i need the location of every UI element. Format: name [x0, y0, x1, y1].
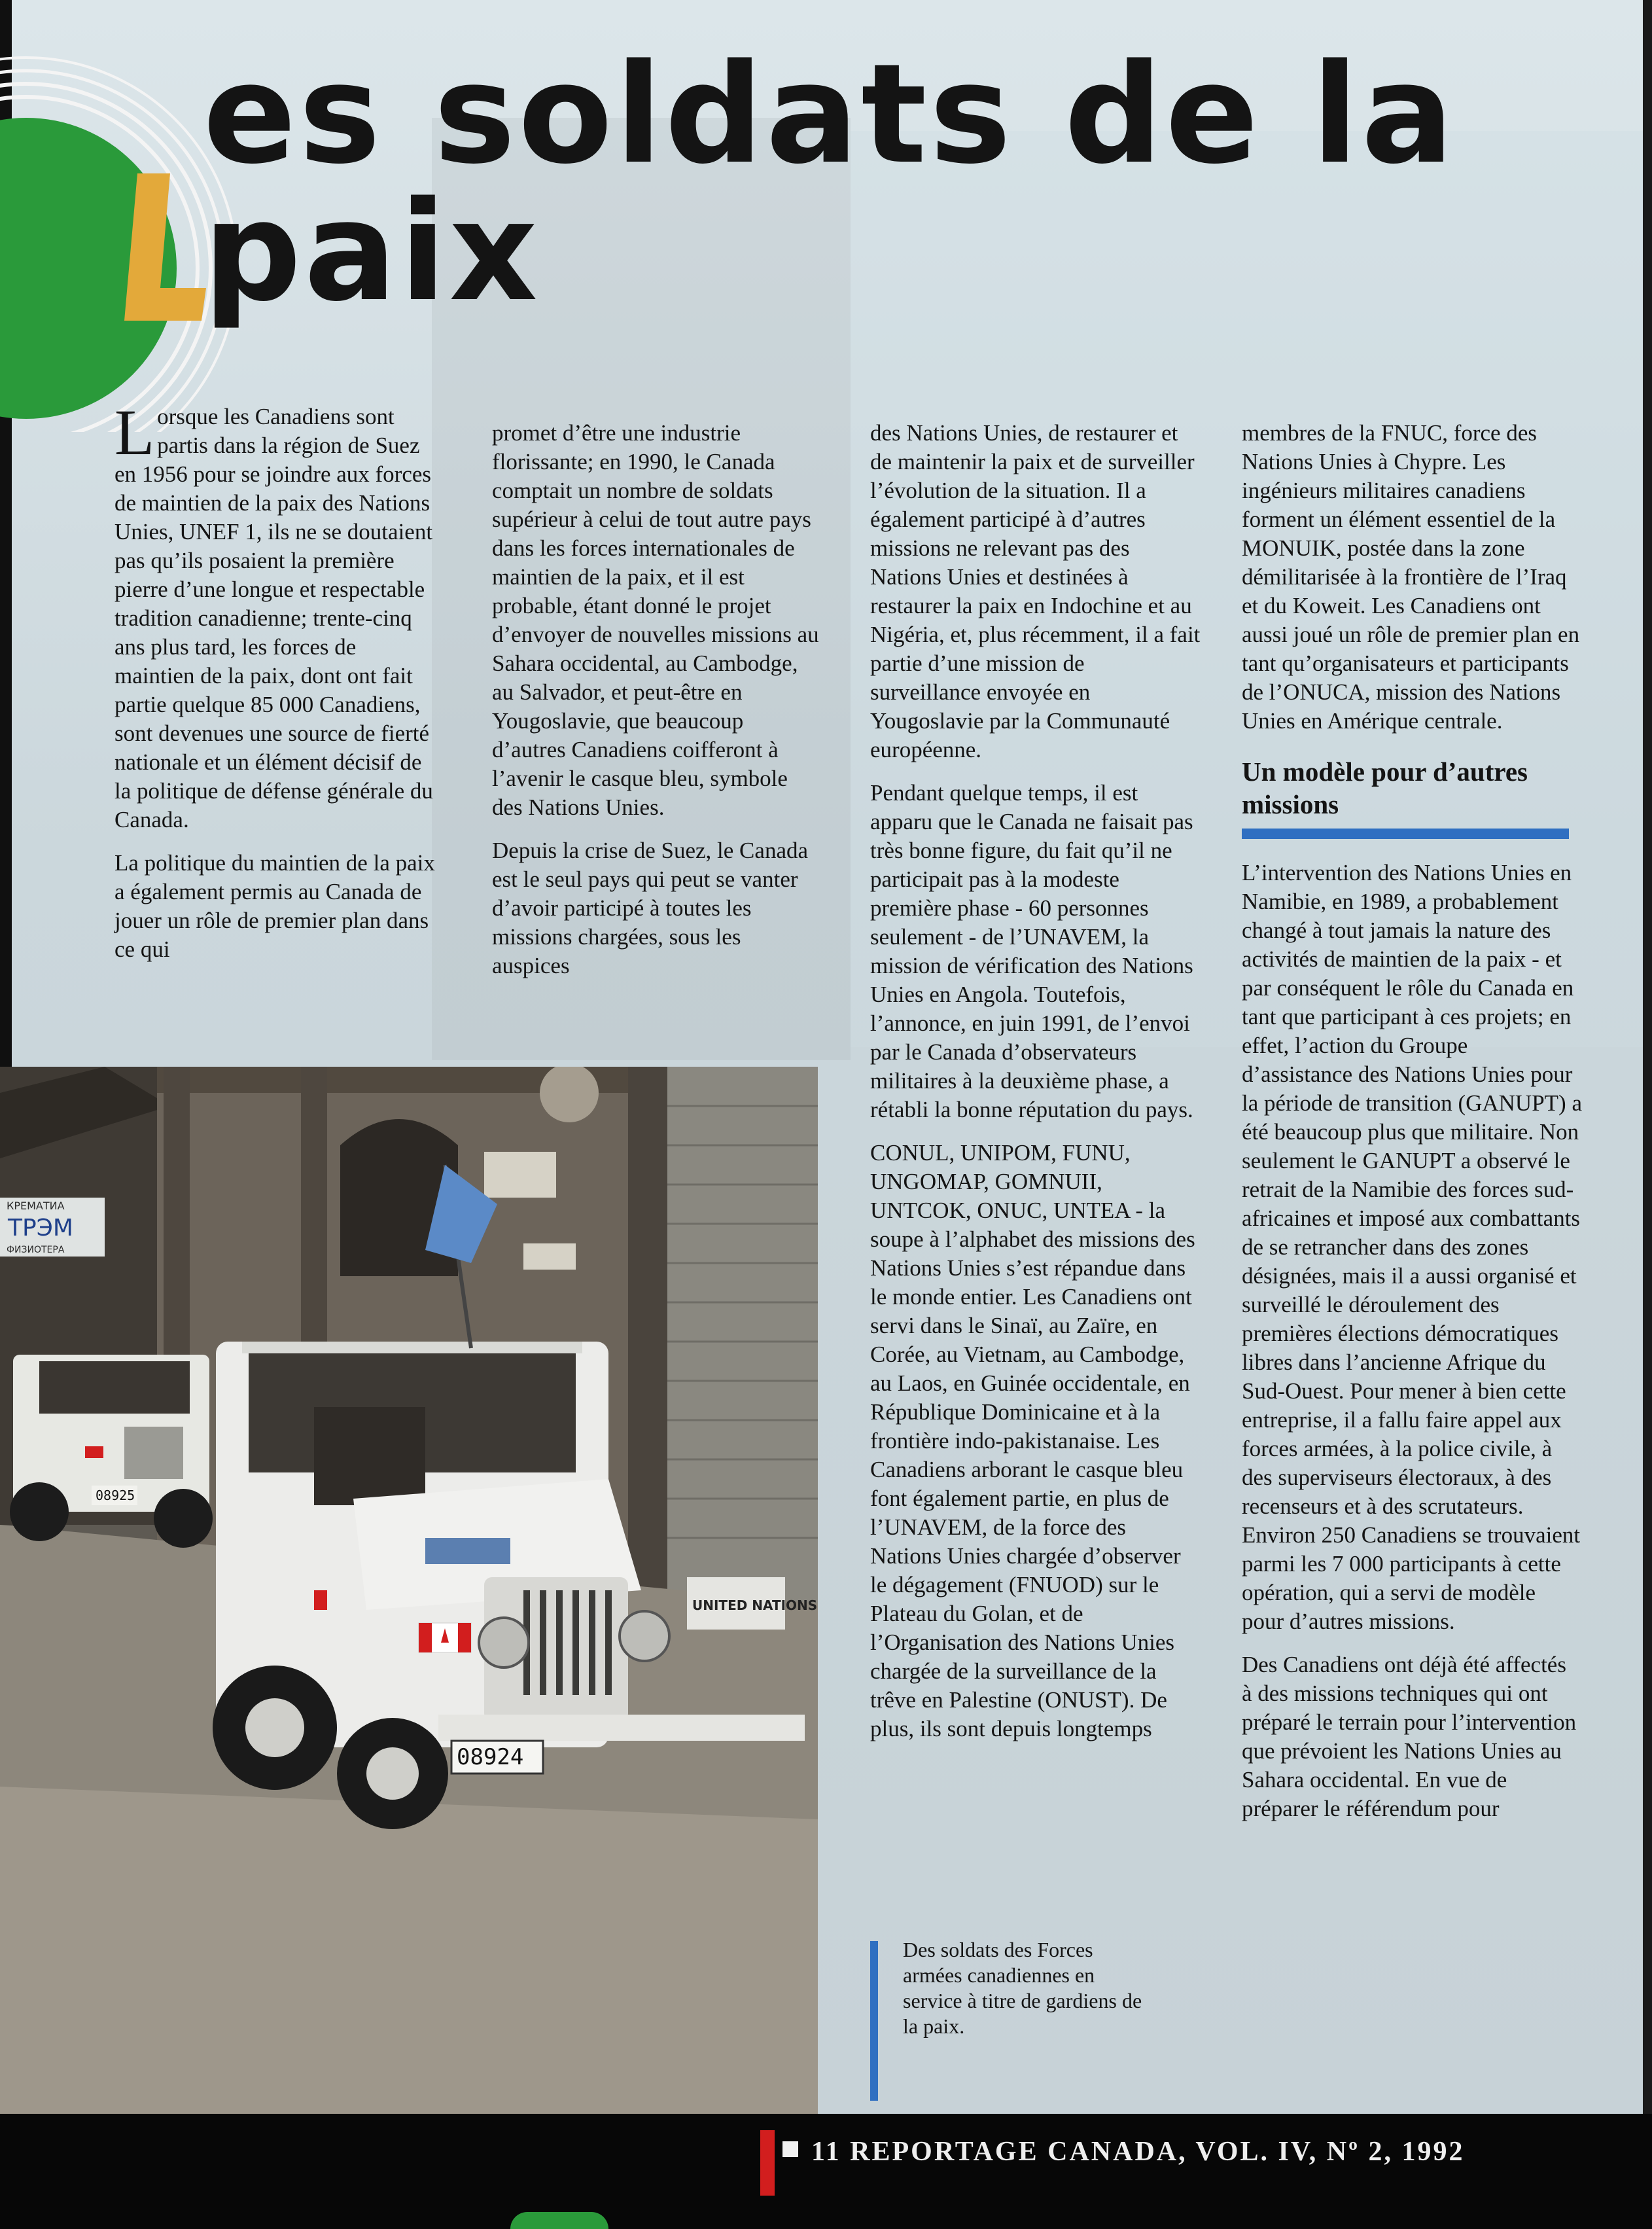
- paragraph: L’intervention des Nations Unies en Namibie, en 1989, a probablement changé à tout jamais la nature des activités de maintien de la paix - et par conséquent le rôle du Canada en tant que participant à ces projets; en effet, l’action du Groupe d’assistance des Nations Unies pour la période de transition (GANUPT) a été beaucoup plus que militaire. Non seulement le GANUPT a observé le retrait de la Namibie des forces sud-africaines et imposé aux combattants de se retrancher dans des zones désignées, mais il a aussi organisé et surveillé le déroulement des premières élections démocratiques libres dans l’ancienne Afrique du Sud-Ouest. Pour mener à bien cette entreprise, il a fallu faire appel aux forces armées, à la police civile, à des superviseurs électoraux, à des recenseurs et à des scrutateurs. Environ 250 Canadiens se trouvaient parmi les 7 000 participants à cette opération, qui a servi de modèle pour d’autres missions.: [1242, 860, 1582, 1634]
- front-jeep-plate: 08924: [457, 1744, 524, 1770]
- paragraph: des Nations Unies, de restaurer et de maintenir la paix et de surveiller l’évolution de la situation. Il a également participé à d’autres missions ne relevant pas des Nations Unies et destinées à restaurer la paix en Indochine et au Nigéria, et, plus récemment, il a fait partie d’une mission de surveillance envoyée en Yougoslavie par la Communauté européenne.: [870, 420, 1201, 762]
- column-4: [1242, 419, 1582, 1838]
- paragraph: membres de la FNUC, force des Nations Unies à Chypre. Les ingénieurs militaires canadiens forment un élément essentiel de la MONUIK, postée dans la zone démilitarisée à la frontière de l’Iraq et du Koweit. Les Canadiens ont aussi joué un rôle de premier plan en tant qu’organisateurs et participants de l’ONUCA, mission des Nations Unies en Amérique centrale.: [1242, 420, 1580, 734]
- shop-sign-main: ТРЭМ: [8, 1215, 73, 1241]
- paragraph: Depuis la crise de Suez, le Canada est le seul pays qui peut se vanter d’avoir participé à toutes les missions chargées, sous les auspices: [492, 838, 809, 978]
- paragraph: La politique du maintien de la paix a également permis au Canada de jouer un rôle de premier plan dans ce qui: [114, 850, 435, 962]
- paragraph: [114, 396, 435, 834]
- footer-square-bullet: [782, 2141, 798, 2157]
- paragraph-text: orsque les Canadiens sont partis dans la région de Suez en 1956 pour se joindre aux forces de maintien de la paix des Nations Unies, UNEF 1, ils ne se doutaient pas qu’ils posaient la première pierre d’une longue et respectable tradition canadienne; trente-cinq ans plus tard, les forces de maintien de la paix, dont ont fait partie quelque 85 000 Canadiens, sont devenues une source de fierté nationale et un élément décisif de la politique de défense générale du Canada.: [114, 404, 433, 832]
- drop-cap: L: [114, 396, 155, 469]
- caption-text: Des soldats des Forces armées canadiennes en service à titre de gardiens de la paix.: [903, 1938, 1142, 2038]
- subhead-rule: [1242, 829, 1569, 839]
- paragraph: Pendant quelque temps, il est apparu que le Canada ne faisait pas très bonne figure, du fait qu’il ne participait pas à la modeste première phase - 60 personnes seulement - de l’UNAVEM, la mission de vérification des Nations Unies en Angola. Toutefois, l’annonce, en juin 1991, de l’envoi par le Canada d’observateurs militaires à la deuxième phase, a rétabli la bonne réputation du pays.: [870, 780, 1193, 1122]
- headline-text: es soldats de la paix: [203, 34, 1457, 332]
- paragraph: Des Canadiens ont déjà été affectés à des missions techniques qui ont préparé le terrain pour l’intervention que prévoient les Nations Unies au Sahara occidental. En vue de préparer le référendum pour: [1242, 1652, 1577, 1821]
- bumper-text: UNITED NATIONS: [692, 1597, 818, 1613]
- section-subhead: Un modèle pour d’autres missions: [1242, 757, 1528, 819]
- shop-sign-bottom: ФИЗИОТЕРА: [7, 1245, 65, 1255]
- caption-accent-bar: [870, 1941, 878, 2101]
- photo-caption: [870, 1937, 1151, 2039]
- headline: [124, 34, 1652, 332]
- footer-bar: [0, 2114, 1652, 2229]
- scan-edge-right: [1643, 0, 1652, 2229]
- shop-sign-top: КРЕМАТИА: [7, 1200, 65, 1212]
- paragraph: promet d’être une industrie florissante; en 1990, le Canada comptait un nombre de soldats supérieur à celui de tout autre pays dans les forces internationales de maintien de la paix, et il est probable, étant donné le projet d’envoyer de nouvelles missions au Sahara occidental, au Cambodge, au Salvador, et peut-être en Yougoslavie, que beaucoup d’autres Canadiens coifferont à l’avenir le casque bleu, symbole des Nations Unies.: [492, 420, 819, 820]
- footer-folio: 11 REPORTAGE CANADA, VOL. IV, Nº 2, 1992: [811, 2137, 1465, 2167]
- column-2: [492, 419, 822, 995]
- paragraph: CONUL, UNIPOM, FUNU, UNGOMAP, GOMNUII, UNTCOK, ONUC, UNTEA - la soupe à l’alphabet des missions des Nations Unies s’est répandue dans le monde entier. Les Canadiens ont servi dans le Sinaï, au Zaïre, en Corée, au Vietnam, au Cambodge, au Laos, en Guinée occidentale, en République Dominicaine et à la frontière indo-pakistanaise. Les Canadiens arborant le casque bleu font également partie, en plus de l’UNAVEM, de la force des Nations Unies chargée d’observer le dégagement (FNUOD) sur le Plateau du Golan, et de l’Organisation des Nations Unies chargée de la surveillance de la trêve en Palestine (ONUST). De plus, ils sont depuis longtemps: [870, 1140, 1195, 1741]
- footer-green-arc: [510, 2212, 608, 2229]
- footer-red-mark: [760, 2130, 775, 2196]
- column-1: [114, 396, 435, 978]
- headline-initial: [124, 173, 196, 321]
- rear-jeep-plate: 08925: [96, 1488, 135, 1503]
- column-3: [870, 419, 1201, 1758]
- jeep-photo: [0, 1067, 818, 2114]
